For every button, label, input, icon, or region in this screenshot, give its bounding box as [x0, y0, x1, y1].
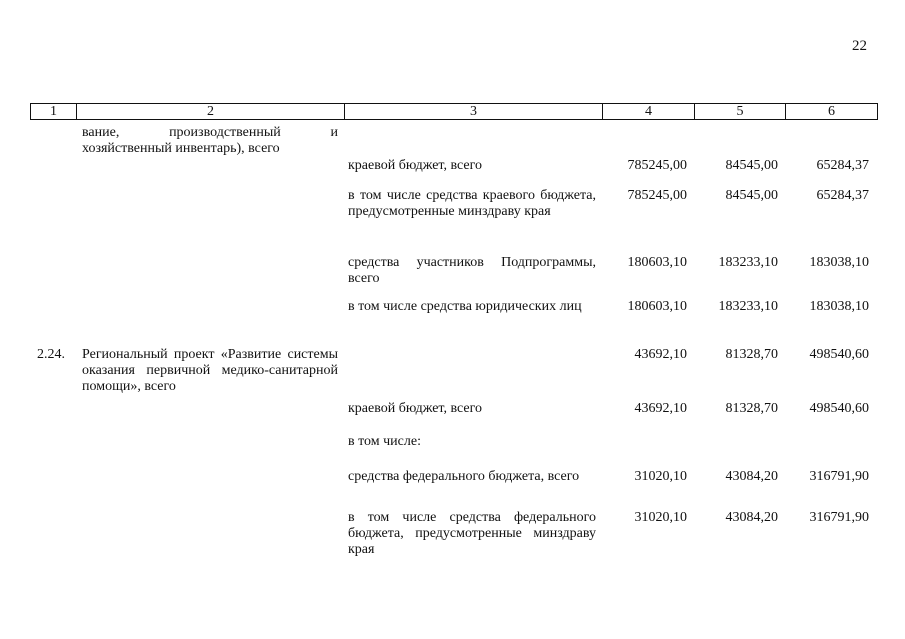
row-5-item-number: 2.24. — [37, 347, 65, 362]
row-7-source: в том числе: — [348, 434, 421, 449]
row-4-value-5: 183233,10 — [718, 299, 778, 314]
row-2-value-4: 785245,00 — [627, 188, 687, 203]
row-2-value-6: 65284,37 — [816, 188, 869, 203]
row-9-value-6: 316791,90 — [809, 510, 869, 525]
row-8-value-4: 31020,10 — [634, 469, 687, 484]
row-8-value-6: 316791,90 — [809, 469, 869, 484]
row-4-source: в том числе средства юридических лиц — [348, 299, 582, 314]
row-6-value-4: 43692,10 — [634, 401, 687, 416]
header-col-2: 2 — [77, 104, 345, 120]
row-2-value-5: 84545,00 — [725, 188, 778, 203]
row-5-value-6: 498540,60 — [809, 347, 869, 362]
column-number-header — [30, 103, 878, 120]
header-col-4: 4 — [603, 104, 695, 120]
header-col-6: 6 — [786, 104, 878, 120]
row-3-value-6: 183038,10 — [809, 255, 869, 270]
row-6-source: краевой бюджет, всего — [348, 401, 483, 416]
row-1-value-6: 65284,37 — [816, 158, 869, 173]
row-9-value-4: 31020,10 — [634, 510, 687, 525]
row-8-value-5: 43084,20 — [725, 469, 778, 484]
row-2-source: в том числе средства краевого бюджета, предусмотренные минздраву края — [348, 188, 596, 219]
row-0-description: вание, производственный и хозяйственный инвентарь), всего — [82, 125, 338, 156]
row-8-source: средства федерального бюджета, всего — [348, 469, 580, 484]
row-3-source: средства участников Подпрограммы, всего — [348, 255, 596, 286]
row-1-value-4: 785245,00 — [627, 158, 687, 173]
row-6-value-5: 81328,70 — [725, 401, 778, 416]
row-4-value-6: 183038,10 — [809, 299, 869, 314]
row-9-source: в том числе средства федерального бюджета, предусмотренные минздраву края — [348, 510, 596, 557]
row-1-value-5: 84545,00 — [725, 158, 778, 173]
page-number: 22 — [852, 38, 867, 54]
row-1-source: краевой бюджет, всего — [348, 158, 483, 173]
header-col-5: 5 — [695, 104, 786, 120]
row-3-value-5: 183233,10 — [718, 255, 778, 270]
header-col-3: 3 — [345, 104, 603, 120]
row-4-value-4: 180603,10 — [627, 299, 687, 314]
row-5-description: Региональный проект «Развитие системы оказания первичной медико-санитарной помощи», всего — [82, 347, 338, 394]
row-5-value-5: 81328,70 — [725, 347, 778, 362]
header-col-1: 1 — [31, 104, 77, 120]
row-5-value-4: 43692,10 — [634, 347, 687, 362]
row-6-value-6: 498540,60 — [809, 401, 869, 416]
row-3-value-4: 180603,10 — [627, 255, 687, 270]
row-9-value-5: 43084,20 — [725, 510, 778, 525]
